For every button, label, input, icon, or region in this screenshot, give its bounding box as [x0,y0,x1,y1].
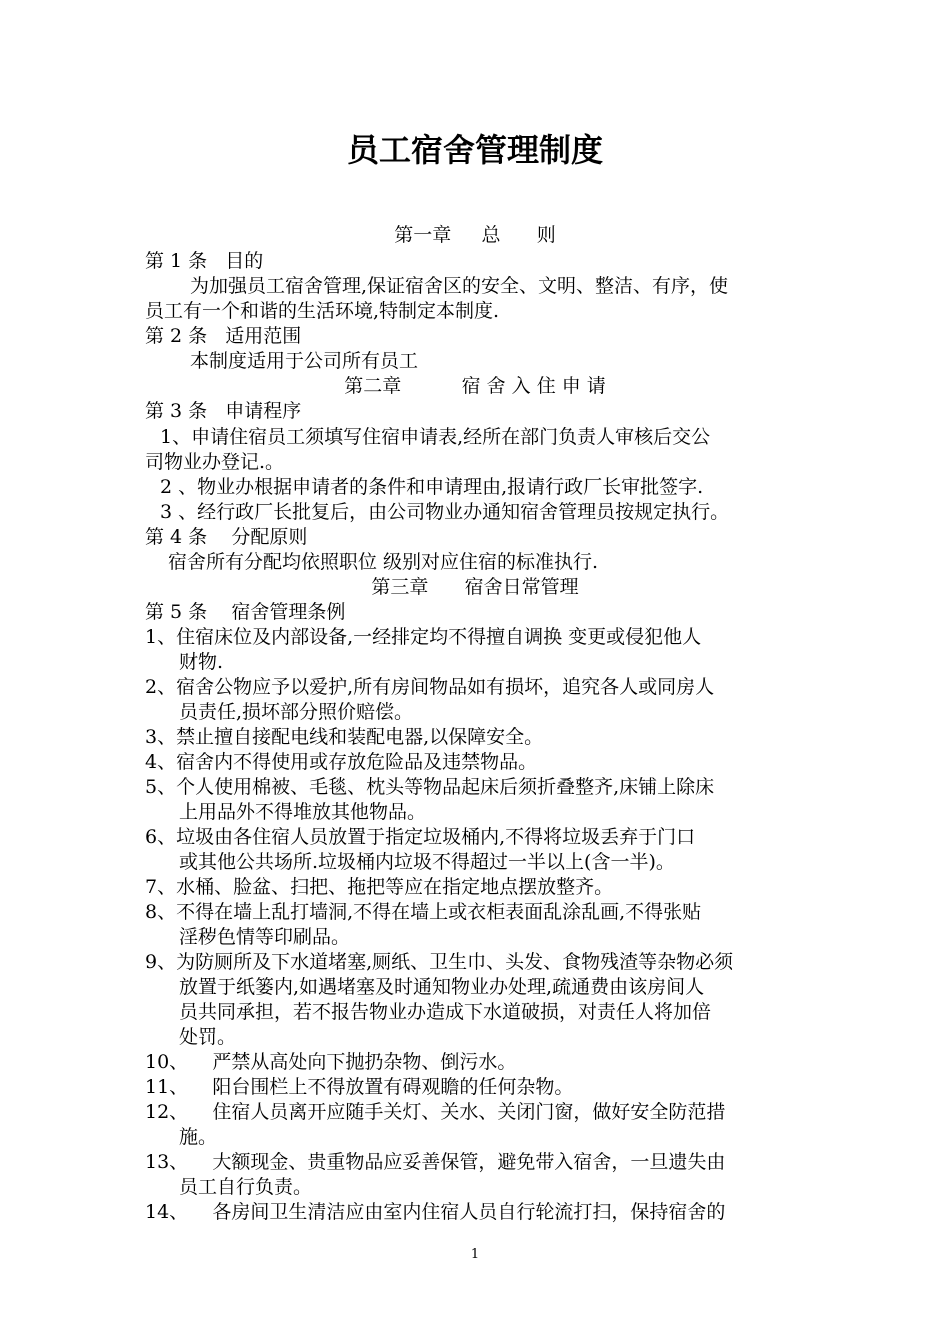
list-item: 1、住宿床位及内部设备,一经排定均不得擅自调换 变更或侵犯他人 [145,626,702,648]
paragraph-line: 宿舍所有分配均依照职位 级别对应住宿的标准执行. [168,551,599,573]
article-3-heading: 第 3 条 申请程序 [145,400,302,422]
paragraph-line: 1、申请住宿员工须填写住宿申请表,经所在部门负责人审核后交公 [160,426,711,448]
chapter-2-heading: 第二章 宿 舍 入 住 申 请 [344,375,606,397]
paragraph-line: 员工有一个和谐的生活环境,特制定本制度. [145,300,500,322]
list-item: 5、个人使用棉被、毛毯、枕头等物品起床后须折叠整齐,床铺上除床 [145,776,715,798]
paragraph-line: 司物业办登记.。 [145,451,285,473]
list-item: 7、水桶、脸盆、扫把、拖把等应在指定地点摆放整齐。 [145,876,614,898]
chapter-1-heading: 第一章 总 则 [394,224,556,246]
list-item: 2、宿舍公物应予以爱护,所有房间物品如有损坏，追究各人或同房人 [145,676,715,698]
list-item: 8、不得在墙上乱打墙洞,不得在墙上或衣柜表面乱涂乱画,不得张贴 [145,901,702,923]
list-item-continuation: 或其他公共场所.垃圾桶内垃圾不得超过一半以上(含一半)。 [179,851,675,873]
list-item: 11、 阳台围栏上不得放置有碍观瞻的任何杂物。 [145,1076,574,1098]
list-item-continuation: 淫秽色情等印刷品。 [179,926,351,948]
paragraph-line: 为加强员工宿舍管理,保证宿舍区的安全、文明、整洁、有序，使 [190,275,729,297]
list-item: 13、 大额现金、贵重物品应妥善保管，避免带入宿舍，一旦遗失由 [145,1151,726,1173]
list-item: 10、 严禁从高处向下抛扔杂物、倒污水。 [145,1051,517,1073]
article-4-heading: 第 4 条 分配原则 [145,526,308,548]
article-1-heading: 第 1 条 目的 [145,250,264,272]
article-2-heading: 第 2 条 适用范围 [145,325,302,347]
list-item: 3、禁止擅自接配电线和装配电器,以保障安全。 [145,726,544,748]
list-item: 9、为防厕所及下水道堵塞,厕纸、卫生巾、头发、食物残渣等杂物必须 [145,951,734,973]
paragraph-line: 3 、经行政厂长批复后，由公司物业办通知宿舍管理员按规定执行。 [160,501,730,523]
chapter-3-heading: 第三章 宿舍日常管理 [371,576,579,598]
paragraph-line: 本制度适用于公司所有员工 [190,350,419,372]
list-item: 12、 住宿人员离开应随手关灯、关水、关闭门窗，做好安全防范措 [145,1101,726,1123]
list-item: 6、垃圾由各住宿人员放置于指定垃圾桶内,不得将垃圾丢弃于门口 [145,826,696,848]
list-item: 4、宿舍内不得使用或存放危险品及违禁物品。 [145,751,538,773]
list-item-continuation: 处罚。 [179,1026,237,1048]
list-item-continuation: 员工自行负责。 [179,1176,313,1198]
page-number: 1 [470,1247,480,1262]
list-item-continuation: 施。 [179,1126,218,1148]
paragraph-line: 2 、物业办根据申请者的条件和申请理由,报请行政厂长审批签字. [160,476,704,498]
list-item-continuation: 财物. [179,651,224,673]
list-item-continuation: 员共同承担，若不报告物业办造成下水道破损，对责任人将加倍 [179,1001,712,1023]
list-item-continuation: 放置于纸篓内,如遇堵塞及时通知物业办处理,疏通费由该房间人 [179,976,705,998]
list-item: 14、 各房间卫生清洁应由室内住宿人员自行轮流打扫，保持宿舍的 [145,1201,726,1223]
document-title: 员工宿舍管理制度 [346,131,603,169]
list-item-continuation: 上用品外不得堆放其他物品。 [179,801,427,823]
article-5-heading: 第 5 条 宿舍管理条例 [145,601,346,623]
list-item-continuation: 员责任,损坏部分照价赔偿。 [179,701,414,723]
